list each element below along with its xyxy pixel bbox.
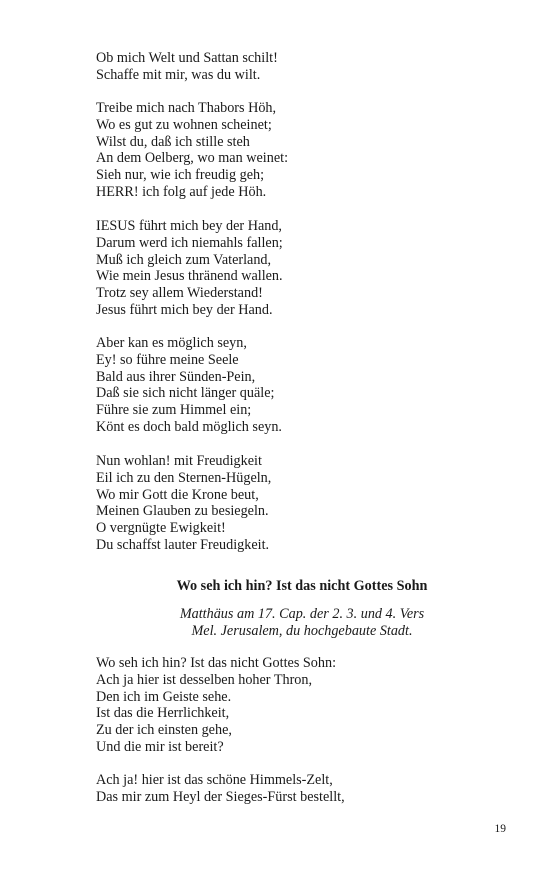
- verse-line: Jesus führt mich bey der Hand.: [96, 301, 273, 318]
- verse-line: O vergnügte Ewigkeit!: [96, 520, 226, 537]
- hymn-stanza-2: [96, 772, 345, 806]
- verse-line: Meinen Glauben zu besiegeln.: [96, 503, 269, 520]
- verse-line: Ey! so führe meine Seele: [96, 351, 239, 368]
- verse-line: Führe sie zum Himmel ein;: [96, 402, 252, 419]
- stanza-2: [96, 100, 288, 201]
- verse-line: Und die mir ist bereit?: [96, 738, 224, 755]
- hymn-stanza-1: [96, 655, 336, 756]
- verse-line: Muß ich gleich zum Vaterland,: [96, 251, 272, 268]
- verse-line: Nun wohlan! mit Freudigkeit: [96, 453, 262, 469]
- verse-line: Eil ich zu den Sternen-Hügeln,: [96, 469, 272, 486]
- hymn-title: Wo seh ich hin? Ist das nicht Gottes Sohn: [176, 578, 428, 594]
- verse-line: Bald aus ihrer Sünden-Pein,: [96, 368, 256, 385]
- hymn-melody: Mel. Jerusalem, du hochgebaute Stadt.: [191, 623, 413, 639]
- verse-line: Du schaffst lauter Freudigkeit.: [96, 536, 270, 553]
- verse-line: Daß sie sich nicht länger quäle;: [96, 385, 275, 402]
- verse-line: Den ich im Geiste sehe.: [96, 688, 232, 705]
- hymn-reference: Matthäus am 17. Cap. der 2. 3. und 4. Vers: [179, 606, 425, 622]
- stanza-5: [96, 453, 271, 554]
- verse-line: Aber kan es möglich seyn,: [96, 335, 247, 351]
- stanza-4: [96, 335, 282, 436]
- verse-line: Könt es doch bald möglich seyn.: [96, 418, 282, 435]
- verse-line: IESUS führt mich bey der Hand,: [96, 218, 282, 234]
- verse-line: Zu der ich einsten gehe,: [96, 722, 232, 739]
- verse-line: Darum werd ich niemahls fallen;: [96, 234, 283, 251]
- verse-line: Wilst du, daß ich stille steh: [96, 133, 250, 150]
- stanza-1: [96, 50, 278, 84]
- verse-line: Ach ja! hier ist das schöne Himmels-Zelt,: [96, 772, 333, 788]
- verse-line: Sieh nur, wie ich freudig geh;: [96, 167, 265, 184]
- verse-line: Ob mich Welt und Sattan schilt!: [96, 50, 278, 66]
- verse-line: HERR! ich folg auf jede Höh.: [96, 183, 267, 200]
- verse-line: Trotz sey allem Wiederstand!: [96, 285, 263, 302]
- verse-line: An dem Oelberg, wo man weinet:: [96, 150, 289, 167]
- page-number: 19: [494, 823, 506, 835]
- verse-line: Das mir zum Heyl der Sieges-Fürst bestellt,: [96, 788, 345, 805]
- stanza-3: [96, 218, 283, 319]
- verse-line: Wie mein Jesus thränend wallen.: [96, 268, 283, 285]
- verse-line: Treibe mich nach Thabors Höh,: [96, 100, 277, 116]
- verse-line: Schaffe mit mir, was du wilt.: [96, 66, 261, 83]
- verse-line: Wo seh ich hin? Ist das nicht Gottes Sohn:: [96, 655, 337, 671]
- verse-line: Wo es gut zu wohnen scheinet;: [96, 116, 272, 133]
- verse-line: Ach ja hier ist desselben hoher Thron,: [96, 671, 313, 688]
- verse-line: Ist das die Herrlichkeit,: [96, 705, 230, 722]
- verse-line: Wo mir Gott die Krone beut,: [96, 486, 259, 503]
